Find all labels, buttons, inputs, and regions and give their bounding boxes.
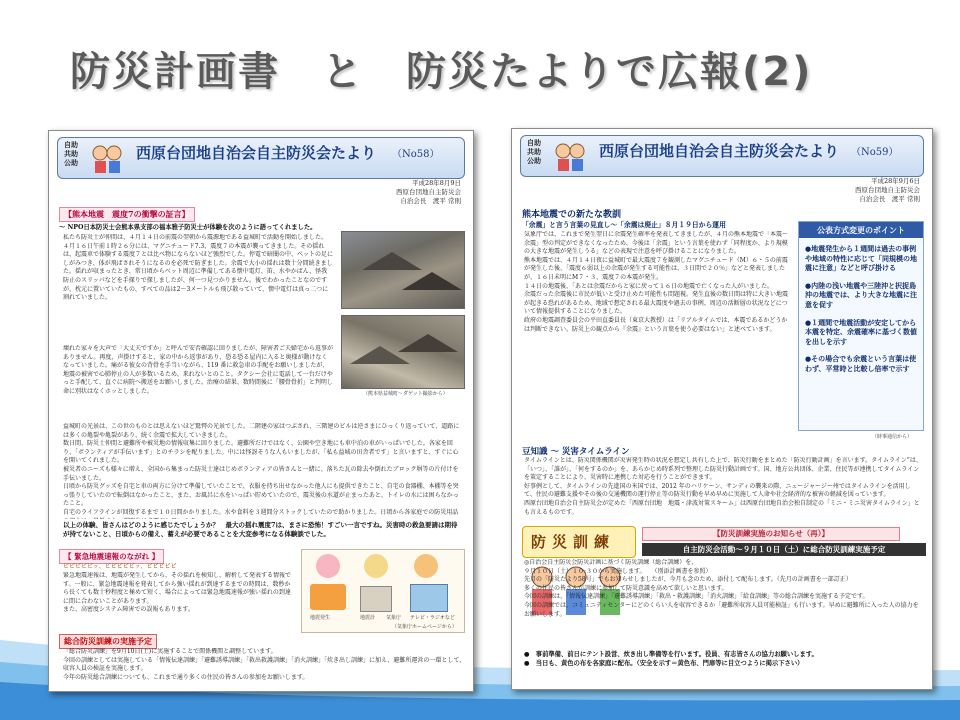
issue-org: 西原台団地自主防災会 bbox=[396, 188, 461, 196]
newsletter-title: 西原台団地自治会自主防災会たより bbox=[136, 144, 377, 162]
step-circle-3 bbox=[414, 554, 438, 578]
eew-alert-sound: ピピピピピッ、ピピピピピッ、ピピピピピ bbox=[63, 563, 177, 570]
article-heading: 熊本地震での新たな教訓 bbox=[522, 210, 622, 220]
sidebar-point: ●その場合でも余震という言葉は使わず、平常時と比較し倍率で示す bbox=[805, 354, 917, 373]
motto-kyojo: 共助 bbox=[64, 149, 78, 158]
drill-text: 「総合防災訓練」を9月10日(土)に実施することで関係機関と調整しています。 今回の訓練としては実施している「情報伝達訓練」「避難誘導訓練」「救出救護訓練」「消火訓練」「炊き出し訓練」に加え、避難所運営の一環として、収容人員の検証を実施します。 今年の防災総合訓練についても、これまで通り多くの住民の皆さんの参加をお願いします。 bbox=[63, 648, 466, 681]
article-heading: 【熊本地震 震度7の衝撃の証言】 bbox=[59, 207, 195, 222]
motto-jijo: 自助 bbox=[64, 140, 78, 149]
sidebar-points-box bbox=[798, 221, 924, 431]
motto-kyojo: 共助 bbox=[527, 147, 541, 156]
eew-step-2: 地震計 bbox=[360, 615, 376, 621]
article-closing: 以上の体験、皆さんはどのように感じたでしょうか？ 最大の揺れ震度7は、まさに恐怖！すごい一言ですね。災害時の救急要請は期待が持てないこと、日頃からの備え、蓄えが必要であることを大変参考になる体験談でした。 bbox=[63, 521, 458, 538]
issue-meta bbox=[396, 179, 461, 206]
issue-author: 自治会長 渡平 常則 bbox=[859, 195, 920, 203]
article-subheading: 「余震」と言う言葉の見直し～「余震は廃止」８月１９日から運用 bbox=[522, 221, 726, 229]
epicenter-graphic bbox=[310, 584, 346, 610]
notice-heading: 【防災訓練実施のお知らせ（再）】 bbox=[642, 527, 900, 541]
drill-text: ◎自治会自主防災会防災計画に基づく防災訓練（総合訓練）を、 ９月１０日（土）１０:３０から実施します。 （別添計画書を参照） 先月の「防災たより58号」でもお知らせしましたが、今月も念のため、添付して配布します。（先月の計画書を一部訂正） 多くの住民の皆さんが訓練に参加して防災意識を高めて欲しいと思います。 今回の訓練は、「情報伝達訓練」「避難誘導訓練」「救出・救護訓練」「消火訓練」「給食訓練」等の総合訓練を実施する予定です。 今回の訓練では、コミュニティセンターにどのくらい人を収容できるか「避難所収容人員可能検証」も行います。早めに避難所に入った人の協力をお願いします。 bbox=[524, 559, 919, 618]
newsletter-banner bbox=[520, 135, 924, 177]
newsletter-banner bbox=[57, 137, 465, 179]
sidebar-point: ●１週間で地震活動が安定してから本震を特定、余震確率に基づく数値を出しを示す bbox=[805, 317, 917, 346]
photo-caption: （熊本県益城町～ダゲット撮影から） bbox=[363, 391, 448, 397]
step-circle-1 bbox=[316, 554, 340, 578]
motto-kojo: 公助 bbox=[527, 156, 541, 165]
sidebar-title: 公表方式変更のポイント bbox=[799, 222, 923, 238]
seismometer-graphic bbox=[360, 586, 392, 612]
eew-step-3: 気象庁 bbox=[386, 615, 402, 621]
drill-stamp-text: 防災訓練 bbox=[531, 533, 616, 551]
newsletter-title: 西原台団地自治会自主防災会たより bbox=[599, 142, 840, 160]
drill-heading: 総合防災訓練の実施予定 bbox=[59, 634, 157, 649]
drill-preparation: ● 事前準備、前日にテント設営、炊き出し準備等を行います。役員、有志皆さんの協力お願いします。 ● 当日も、黄色の布を各家庭に配布。（安全を示す＝黄色布、門扉等に目立つように掲示下さい） bbox=[524, 651, 818, 667]
drill-stamp bbox=[522, 526, 636, 558]
article-paragraph-1: 私たち防災士が仲間は、４月１４日の前震の翌朝から震源地である益城町で活動を開始しました。 ４月１６日午前１時２６分には、マグニチュード7.3、震度７の本震が襲ってきました。その揺れは、起震車で体験する震度７とは比べ物にならないほど強烈でした。停電で暗闇の中、ベットの足にしがみつき、体が飛ばされそうになるのを必死で防ぎました。余震で大小の揺れは数十分間続きました。揺れが収まったとき、常日頃からベット周辺に準備してある懐中電灯、笛、水やかばん、怪我防止のスリッパなどを手探りで探しましたが、何一つ見つかりません。後でわかったことなのですが、枕元に置いていたもの、すべての品は2～3メートルも飛び散っていて、懐中電灯は真っ二つに割れていました。 bbox=[63, 234, 333, 302]
motto-jijo: 自助 bbox=[527, 138, 541, 147]
timeline-text: タイムラインとは、防災関係機関が災害発生時の状況を想定し共有した上で、防災行動をまとめた「防災行動計画」を言います。タイムライン”は、「いつ」、「誰が」、「何をするのか」を、あらかじめ時系列で整理した防災行動計画です。国、地方公共団体、企業、住民等が連携してタイムラインを策定することにより、災害時に連携した対応を行うことができます。 好事例として、タイムラインの先進国の米国では、2012 年のハリケーン、サンディの襲来の際、ニュージャージー州ではタイムラインを活用して、住民の避難支援やその後の交通機関の運行停止等の防災行動を早め早めに実施して人命や社会経済的な被害の軽減を図っています。 西原台団地自治会自主防災会が定めた「西原台団地 地震・津波対策スキーム」は西原台団地自治会独自制定の「ミニ・ミニ災害タイムライン」とも言えるものです。 bbox=[524, 457, 922, 516]
earthquake-photo-2 bbox=[341, 315, 465, 389]
slide-title: 防災計画書 と 防災たよりで広報(2) bbox=[70, 49, 813, 95]
eew-step-1: 地震発生 bbox=[310, 615, 331, 621]
eew-heading: 【 緊急地震速報のながれ 】 bbox=[59, 549, 164, 564]
news-source: （時事通信から） bbox=[872, 434, 913, 440]
issue-number: （No59） bbox=[851, 147, 899, 158]
newsletter-page-no59 bbox=[511, 128, 933, 690]
tv-radio-graphic bbox=[410, 584, 448, 612]
timeline-heading: 豆知識 ～ 災害タイムライン bbox=[522, 447, 630, 457]
eew-source: （気象庁ホームページから） bbox=[392, 624, 457, 630]
mascot-family-icon bbox=[90, 141, 124, 175]
motto-kojo: 公助 bbox=[64, 158, 78, 167]
issue-org: 西原台団地自主防災会 bbox=[855, 186, 920, 194]
motto-list bbox=[64, 140, 78, 167]
drill-date-bar: 自主防災会活動～９月１０日（土）に総合防災訓練実施予定 bbox=[642, 543, 926, 556]
article-lead: ～ NPO日本防災士会熊本県支部の福本雅子防災士が体験を次のように語ってくれました。 bbox=[59, 224, 317, 231]
motto-list bbox=[527, 138, 541, 165]
step-circle-2 bbox=[364, 554, 388, 578]
earthquake-photo-1 bbox=[341, 231, 465, 309]
article-paragraph-3: 益城町の光景は、この世のものとは思えないほど驚愕の光景でした。二階建の家はつぶされ、三階建のビルは逆さまにひっくり返っていて、道路には多くの亀裂や亀裂があり、続く余震で拡大していきました。 数日間、防災士仲間と避難所や被災地の情報収集に回りました。避難所だけではなく、公園や空き地にも車中泊の車がいっぱいでした。各家を回り、「ボランティアが手伝います」とのチラシを配りました。中には怪訝そうな人もいましたが、「私も益城の田舎者です」と言いますと、すぐに心を開いてくれました。 被災者のニーズも様々に増え、全国から集まった防災士達はじめボランティアの皆さんと一緒に、落ちた瓦の除去や倒れたブロック塀等の片付けを手伝いました。 日頃から防災グッズを自宅と車の両方に分けて準備していたことで、衣服を持ち出せなかった他人にも提供できたこと、自宅の食器棚、本棚等を突っ張りしていたので転倒はなかったこと、また、お風呂に水をいっぱい貯めていたので、震災後の水道が止まったあと、トイレの水には困らなかったこと。 自宅のライフラインが回復するまで１０日間かかりました。水や食料を３週間分ストックしていたので助かりました。日頃から各家庭での防災用品 bbox=[63, 423, 460, 516]
sidebar-points bbox=[805, 244, 919, 382]
article-body: 気象庁では、これまで発生翌日に余震発生確率を発表してきましたが、４月の熊本地震で「本震～余震」型の判定ができなくなったため、今後は「余震」という言葉を使わず「同程度か、より規模の大きな地震が発生しうる」などの表現で注意を呼び掛けることになりました。 熊本地震では、４月１４日夜に益城町で最大震度７を観測したマグニチュード（M）６・５の前震が発生した後、「震度６弱以上の余震が発生する可能性は、３日間で２０％」などと発表しましたが、１６日未明にM７・３、震度７の本震が発生。 １４日の地震後、「あとは余震だからと家に戻って１６日の地震で亡くなった人がいました。 余震だった余震後に市民が低いと受け止めた可能性も問題視。発生直後の数日間は特に大きい地震が起きる恐れがあるため、地域で想定される最大震度や過去の事例、周辺の活断層の状況などについて情報提供することになりました。 政府の地震調査委員会の平田直委員長（東京大教授）は「リアルタイムでは、本震であるかどうかは判断できない。防災上の観点から『余震』という言葉を使う必要はない」と述べています。 bbox=[524, 231, 789, 333]
issue-date: 平成28年9月6日 bbox=[870, 177, 920, 185]
eew-explanation: 緊急地震速報は、地震が発生してから、その揺れを検知し、解析して発表する情報です。一般に、緊急地震速報を発表してから強い揺れが到達するまでの時間は、数秒から長くても数十秒程度と極めて短く、場合によっては緊急地震速報が強い揺れの到達に間に合わないことがあります。 また、高密度システム障害での誤報もあります。 bbox=[63, 572, 292, 614]
sidebar-point: ●地震発生から１週間は過去の事例や地域の特性に応じて「同規模の地震に注意」などと呼び掛ける bbox=[805, 244, 917, 273]
article-paragraph-2: 壊れた家々を大声で「大丈夫ですか」と呼んで安否確認に回りましたが、障害者ご夫婦宅から返事がありません。再度、声掛けすると、家の中から返事があり、恐る恐る屋内に入ると奥様が動けなくなっていました。痛がる彼女の背骨を手当いながら、119 番に救急車の手配をお願いしましたが、地震の被害で心肺停止の人が多数いるため、来れないとのこと。タクシー会社に電話して一台だけやっと手配して、直ぐに病院へ搬送をお願いしました。治療の結果、数時間後に「腰骨骨折」と判明し命に別状はなくホッとしました。 bbox=[63, 345, 333, 395]
issue-date: 平成28年8月9日 bbox=[411, 179, 461, 187]
issue-number: （No58） bbox=[392, 149, 440, 160]
mascot-family-icon bbox=[553, 139, 587, 173]
eew-flow-illustration bbox=[301, 549, 465, 633]
newsletter-page-no58 bbox=[48, 130, 474, 692]
issue-author: 自治会長 渡平 常則 bbox=[400, 197, 461, 205]
issue-meta bbox=[855, 177, 920, 204]
sidebar-point: ●内陸の浅い地震や三陸沖と択捉島沖の地震では、より大きな地震に注意を促す bbox=[805, 280, 917, 309]
eew-step-4: テレビ・ラジオなど bbox=[410, 615, 455, 621]
